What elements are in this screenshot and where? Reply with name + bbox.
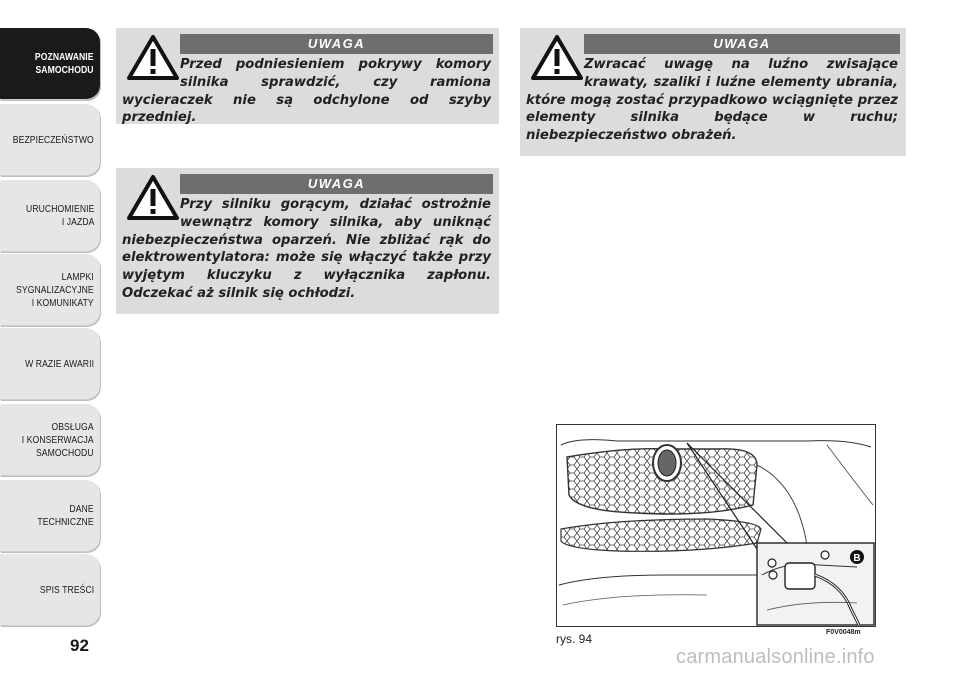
- figure-code: F0V0048m: [826, 629, 861, 636]
- tab-poznawanie-samochodu[interactable]: [0, 28, 100, 100]
- car-front-grille-illustration: [557, 425, 875, 626]
- tab-label: URUCHOMIENIE I JAZDA: [25, 203, 94, 228]
- tab-w-razie-awarii[interactable]: [0, 328, 100, 400]
- tab-label: W RAZIE AWARII: [25, 357, 94, 370]
- tab-label: OBSŁUGA I KONSERWACJA SAMOCHODU: [22, 420, 94, 459]
- tab-lampki-sygnalizacyjne[interactable]: [0, 254, 100, 326]
- tab-obsluga-i-konserwacja[interactable]: [0, 404, 100, 476]
- tab-label: LAMPKI SYGNALIZACYJNE I KOMUNIKATY: [16, 270, 94, 309]
- warning-text: Przy silniku gorącym, działać ostrożnie wewnątrz komory silnika, aby uniknąć niebezpieczeństwa oparzeń. Nie zbliżać rąk do elektrowentylatora: może się włączyć także przy wyjętym kluczyku z wyłącznika zapłonu. Odczekać aż silnik się ochłodzi.: [122, 197, 491, 301]
- warning-box: [520, 28, 906, 156]
- watermark-text: carmanualsonline.info: [676, 646, 875, 668]
- page-number: 92: [70, 636, 89, 655]
- tab-spis-tresci[interactable]: [0, 554, 100, 626]
- hood-release-figure: [556, 424, 876, 627]
- warning-header: UWAGA: [180, 34, 493, 54]
- warning-box: [116, 28, 499, 124]
- callout-label: B: [853, 553, 861, 564]
- tab-label: POZNAWANIE SAMOCHODU: [35, 51, 94, 76]
- tab-label: DANE TECHNICZNE: [37, 503, 94, 528]
- tab-label: SPIS TREŚCI: [39, 583, 94, 596]
- warning-text: Zwracać uwagę na luźno zwisające krawaty, szaliki i luźne elementy ubrania, które mogą zostać przypadkowo wciągnięte przez elementy silnika będące w ruchu; niebezpieczeństwo obrażeń.: [526, 57, 898, 144]
- warning-header: UWAGA: [584, 34, 900, 54]
- warning-box: [116, 168, 499, 314]
- tab-label: BEZPIECZEŃSTWO: [12, 133, 94, 146]
- warning-header: UWAGA: [180, 174, 493, 194]
- tab-uruchomienie-i-jazda[interactable]: [0, 180, 100, 252]
- warning-text: Przed podniesieniem pokrywy komory silnika sprawdzić, czy ramiona wycieraczek nie są odchylone od szyby przedniej.: [122, 57, 491, 126]
- figure-caption: rys. 94: [556, 632, 593, 646]
- tab-dane-techniczne[interactable]: [0, 480, 100, 552]
- tab-bezpieczenstwo[interactable]: [0, 104, 100, 176]
